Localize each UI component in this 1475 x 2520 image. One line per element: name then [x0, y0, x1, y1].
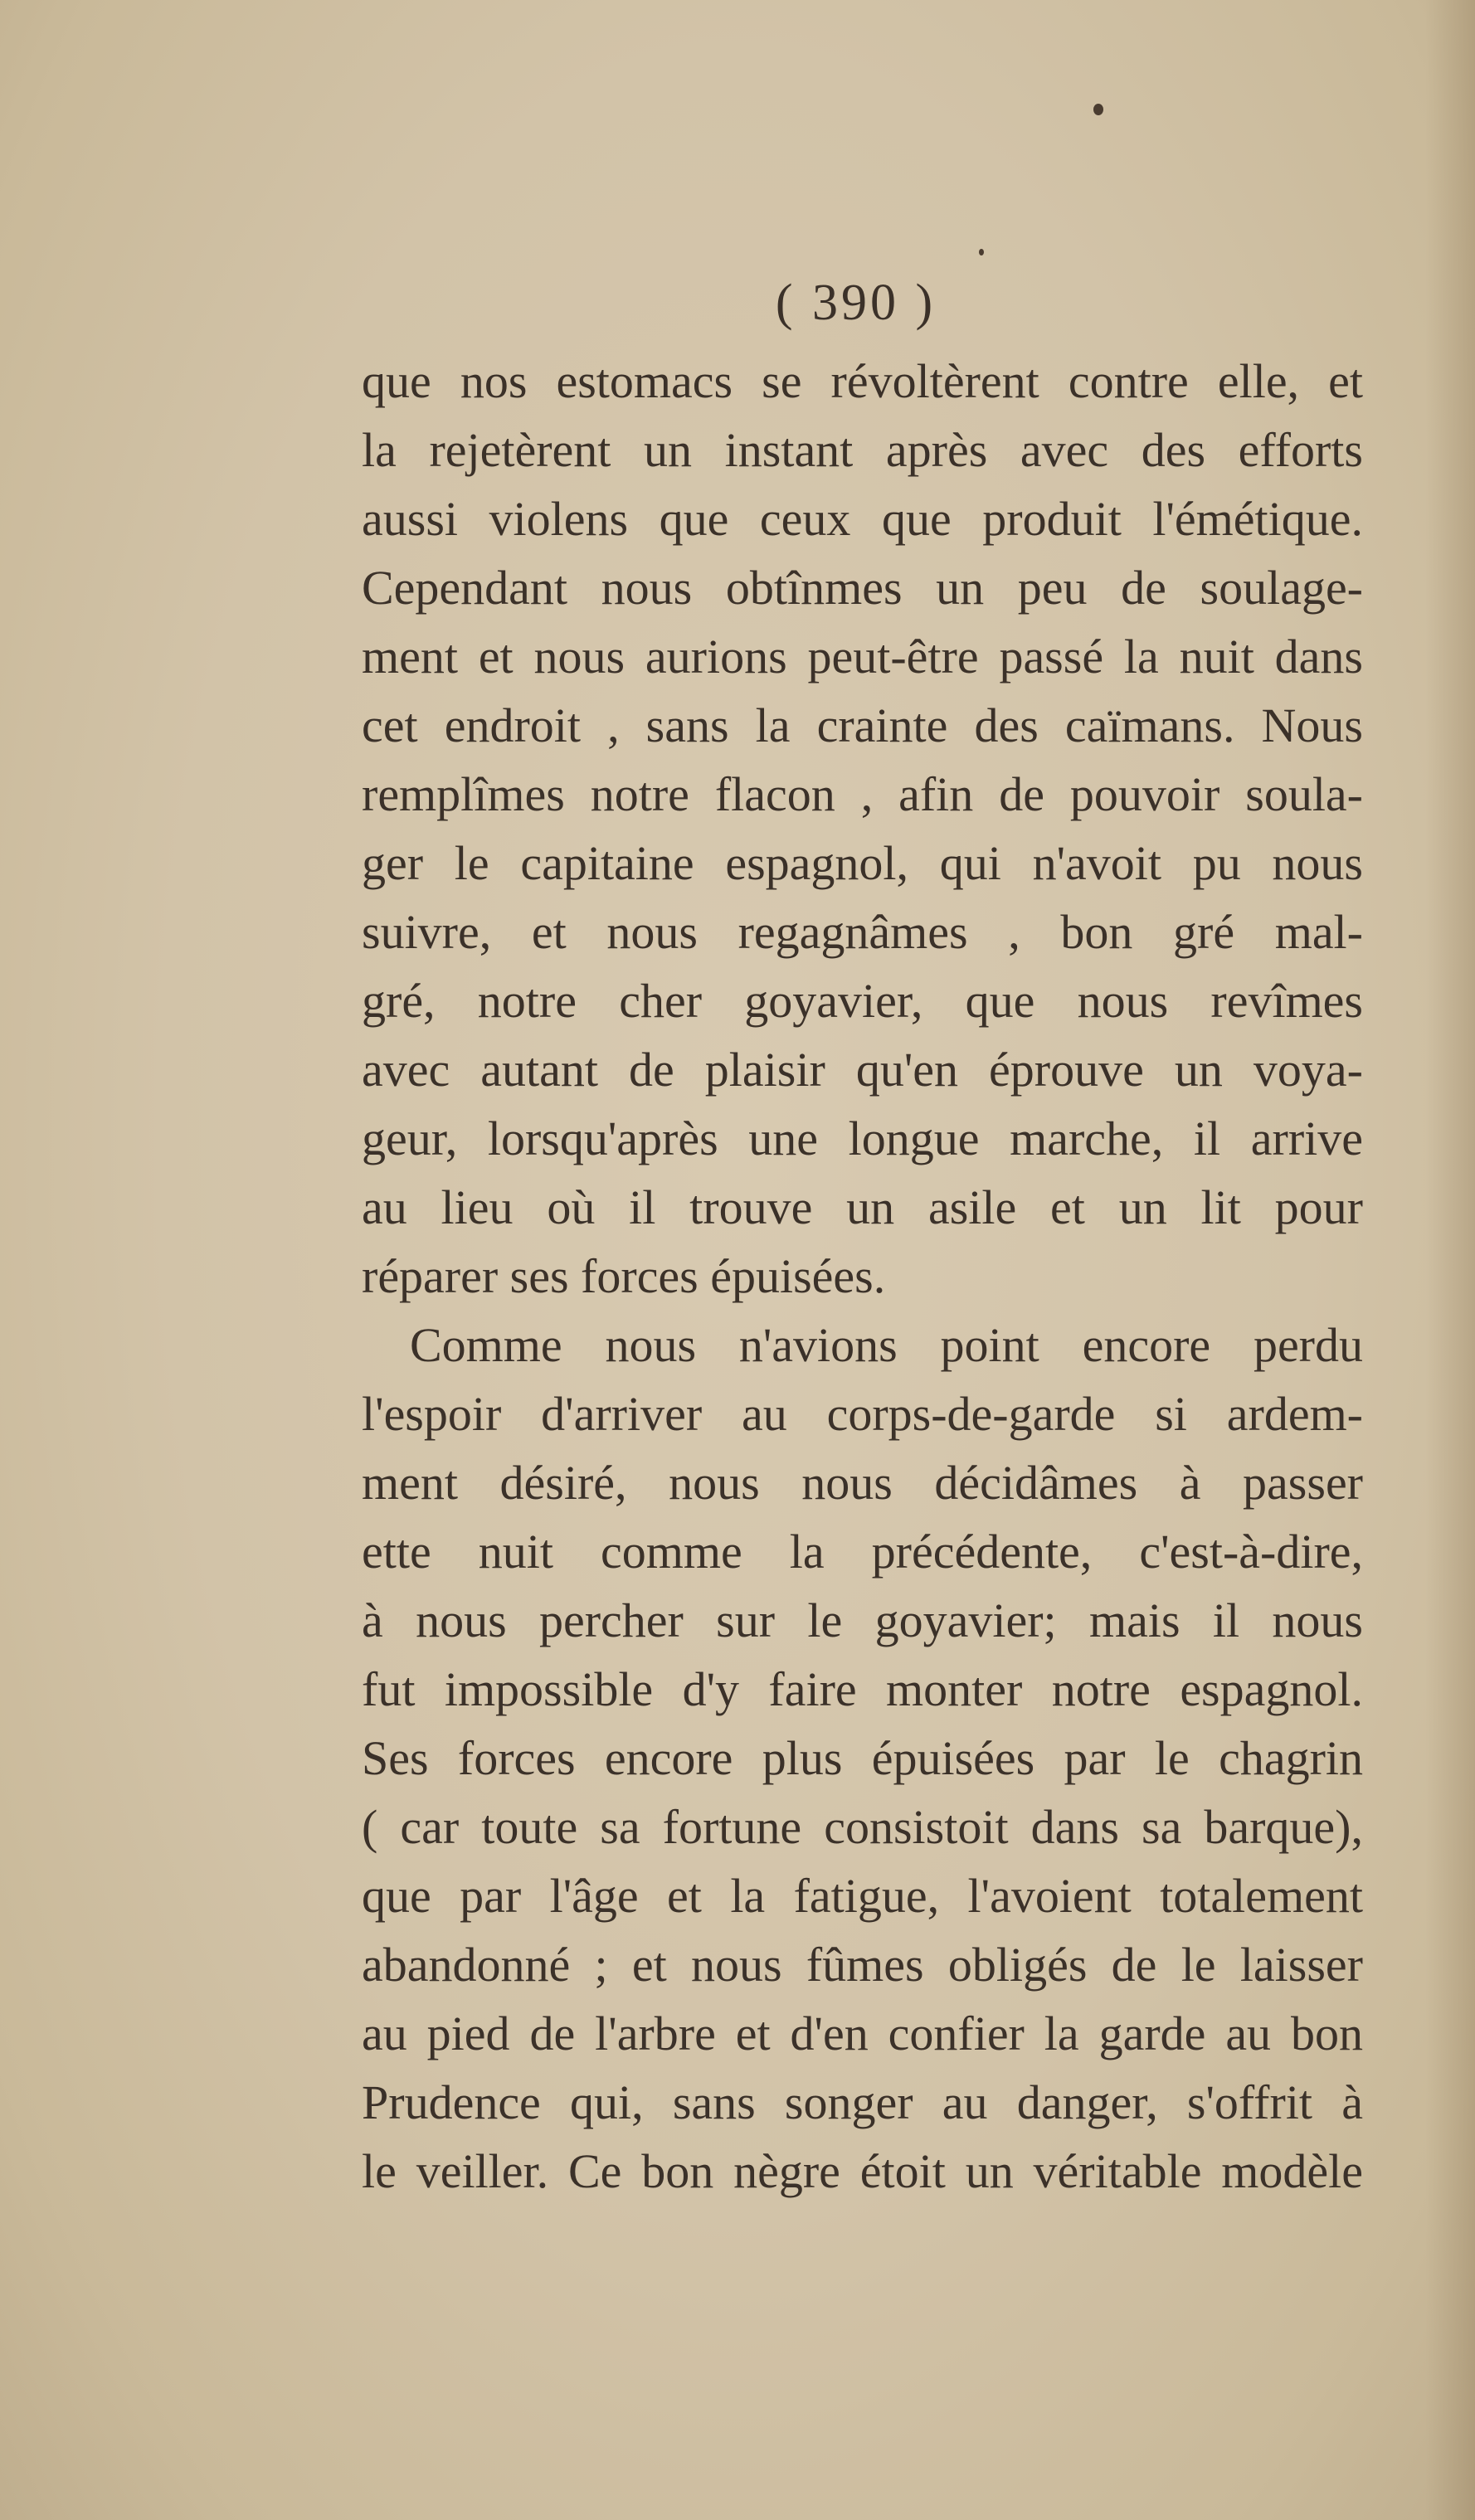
text-line: que nos estomacs se révoltèrent contre elle, et	[362, 354, 1363, 408]
text-line: réparer ses forces épuisées.	[362, 1249, 886, 1303]
text-line: ette nuit comme la précédente, c'est-à-dire,	[362, 1525, 1363, 1579]
text-line: ment et nous aurions peut-être passé la nuit dans	[362, 630, 1363, 684]
text-line: fut impossible d'y faire monter notre espagnol.	[362, 1662, 1363, 1716]
text-line: aussi violens que ceux que produit l'émétique.	[362, 492, 1363, 546]
text-line: Ses forces encore plus épuisées par le chagrin	[362, 1731, 1363, 1785]
text-line: ( car toute sa fortune consistoit dans sa barque),	[362, 1800, 1363, 1854]
text-line: suivre, et nous regagnâmes , bon gré mal-	[362, 905, 1363, 959]
text-line: à nous percher sur le goyavier; mais il nous	[362, 1593, 1363, 1647]
text-line: au pied de l'arbre et d'en confier la garde au bon	[362, 2007, 1363, 2060]
text-line: gré, notre cher goyavier, que nous revîmes	[362, 974, 1363, 1028]
text-line: geur, lorsqu'après une longue marche, il arrive	[362, 1112, 1363, 1165]
ink-spot	[1093, 104, 1103, 115]
text-line: Comme nous n'avions point encore perdu	[410, 1318, 1363, 1372]
text-line: Prudence qui, sans songer au danger, s'offrit à	[362, 2075, 1363, 2129]
text-line: le veiller. Ce bon nègre étoit un véritable modèle	[362, 2144, 1363, 2198]
text-line: Cependant nous obtînmes un peu de soulage-	[362, 561, 1363, 615]
text-line: au lieu où il trouve un asile et un lit pour	[362, 1180, 1363, 1234]
text-line: remplîmes notre flacon , afin de pouvoir soula-	[362, 767, 1363, 821]
page-edge-shadow	[1425, 0, 1475, 2520]
text-line: abandonné ; et nous fûmes obligés de le laisser	[362, 1938, 1363, 1992]
text-line: cet endroit , sans la crainte des caïmans. Nous	[362, 698, 1363, 752]
page-body	[362, 347, 1363, 2206]
text-line: avec autant de plaisir qu'en éprouve un voya-	[362, 1043, 1363, 1097]
text-line: ment désiré, nous nous décidâmes à passer	[362, 1456, 1363, 1510]
text-line: l'espoir d'arriver au corps-de-garde si ardem-	[362, 1387, 1363, 1441]
text-line: la rejetèrent un instant après avec des efforts	[362, 423, 1363, 477]
text-line: que par l'âge et la fatigue, l'avoient totalement	[362, 1869, 1363, 1923]
text-line: ger le capitaine espagnol, qui n'avoit pu nous	[362, 836, 1363, 890]
page-number: ( 390 )	[775, 275, 937, 331]
ink-spot	[979, 249, 984, 255]
